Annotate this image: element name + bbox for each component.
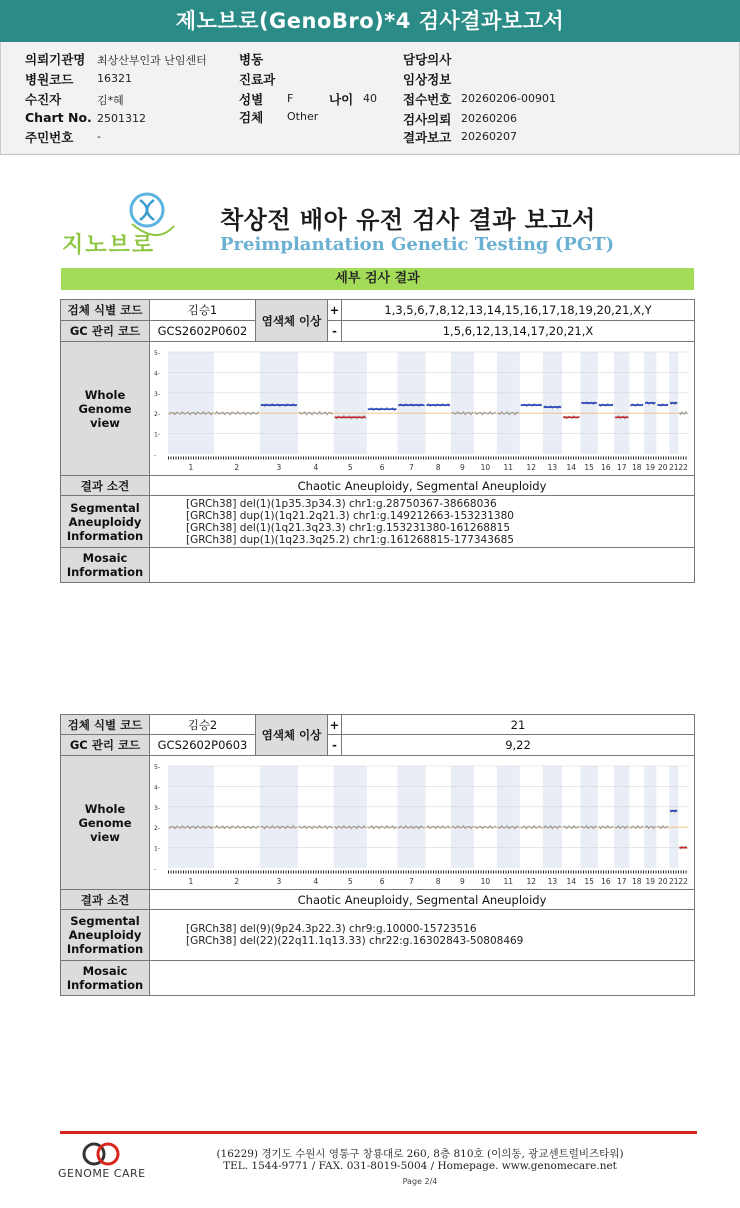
patient-label: 수진자 xyxy=(25,92,62,107)
whole-genome-chart xyxy=(150,756,695,889)
y-tick-label: 4- xyxy=(154,370,160,378)
segmental-info xyxy=(150,496,695,548)
chart-no-value: 2501312 xyxy=(97,112,146,125)
segmental-line: [GRCh38] dup(1)(1q21.2q21.3) chr1:g.149212663-153231380 xyxy=(186,509,514,522)
y-tick-label: - xyxy=(154,866,157,873)
chromosome-band xyxy=(543,766,562,868)
chromosome-band xyxy=(614,766,629,868)
segmental-label-line1: Segmental xyxy=(70,914,140,928)
company-name: GENOME CARE xyxy=(58,1167,146,1180)
chromosome-label: 22 xyxy=(678,877,688,886)
logo-text: 지노브로 xyxy=(62,233,156,258)
y-tick-label: - xyxy=(154,452,157,459)
segmental-line: [GRCh38] dup(1)(1q23.3q25.2) chr1:g.161268815-177343685 xyxy=(186,533,514,546)
chromosome-label: 8 xyxy=(435,463,441,472)
age-label: 나이 xyxy=(329,92,354,107)
gain-sign: + xyxy=(328,300,342,321)
genobro-logo xyxy=(62,190,192,258)
report-title: 제노브로(GenoBro)*4 검사결과보고서 xyxy=(0,0,740,42)
loss-sign: - xyxy=(328,735,342,756)
mosaic-label-line2: Information xyxy=(66,565,144,579)
segmental-label-line1: Segmental xyxy=(70,500,140,515)
whole-genome-label xyxy=(61,342,150,476)
hospital-name-label: 의뢰기관명 xyxy=(25,52,86,67)
loss-chromosomes: 1,5,6,12,13,14,17,20,21,X xyxy=(342,321,695,342)
whole-genome-label xyxy=(61,756,150,890)
specimen-id-label: 검체 식별 코드 xyxy=(61,300,150,321)
chromosome-label: 9 xyxy=(460,877,465,886)
chromosome-label: 10 xyxy=(480,463,491,472)
whole-genome-chart-cell xyxy=(150,342,695,476)
patient-info-header xyxy=(0,42,740,155)
y-tick-label: 3- xyxy=(154,804,160,812)
whole-genome-label-line3: view xyxy=(90,829,120,844)
chromosome-label: 18 xyxy=(631,463,642,472)
chromosome-band xyxy=(397,352,425,454)
chromosome-label: 2 xyxy=(234,877,240,886)
chromosome-label: 4 xyxy=(313,463,319,472)
receipt-no-label: 접수번호 xyxy=(403,92,452,107)
segmental-line: [GRCh38] del(9)(9p24.3p22.3) chr9:g.10000-15723516 xyxy=(186,923,477,935)
specimen-id-value: 김승1 xyxy=(150,300,256,321)
y-tick-label: 4- xyxy=(154,784,160,792)
whole-genome-label-line2: Genome xyxy=(78,401,132,416)
footer-address: (16229) 경기도 수원시 영통구 창룡대로 260, 8층 810호 (이의동, 광교센트럴비즈타워) xyxy=(216,1148,624,1160)
result-report-value: 20260207 xyxy=(461,130,517,143)
segmental-label-line2: Aneuploidy xyxy=(68,514,142,529)
result-value: Chaotic Aneuploidy, Segmental Aneuploidy xyxy=(150,476,695,496)
chromosome-label: 18 xyxy=(631,877,642,886)
gain-chromosomes: 21 xyxy=(342,715,695,735)
specimen-value: Other xyxy=(287,110,319,123)
chromosome-label: 16 xyxy=(601,463,611,472)
chromosome-label: 19 xyxy=(645,877,656,886)
chromosome-label: 21 xyxy=(668,877,679,886)
mosaic-info xyxy=(150,548,695,583)
chromosome-band xyxy=(497,766,520,868)
chromosome-label: 12 xyxy=(526,463,537,472)
chromosome-label: 7 xyxy=(409,877,414,886)
whole-genome-label-line1: Whole xyxy=(84,387,126,402)
loss-sign: - xyxy=(328,321,342,342)
y-tick-label: 1- xyxy=(154,845,160,853)
chromosome-band xyxy=(451,766,474,868)
chromosome-label: 10 xyxy=(480,877,491,886)
mosaic-info xyxy=(150,961,695,996)
hospital-code-value: 16321 xyxy=(97,72,132,85)
chromosome-band xyxy=(168,352,214,454)
specimen-id-value: 김승2 xyxy=(150,715,256,735)
chromosome-band xyxy=(669,766,678,868)
report-title-english: Preimplantation Genetic Testing (PGT) xyxy=(220,234,615,255)
result-value: Chaotic Aneuploidy, Segmental Aneuploidy xyxy=(150,890,695,910)
page-number: Page 2/4 xyxy=(402,1177,438,1186)
chromosome-label: 8 xyxy=(435,877,441,886)
specimen-id-label: 검체 식별 코드 xyxy=(61,715,150,735)
chromosome-label: 17 xyxy=(616,877,627,886)
copy-number-trace xyxy=(563,826,579,829)
gain-chromosomes: 1,3,5,6,7,8,12,13,14,15,16,17,18,19,20,21,X,Y xyxy=(342,300,695,321)
hospital-code-label: 병원코드 xyxy=(25,72,74,87)
sample-table-2 xyxy=(60,714,695,996)
copy-number-trace xyxy=(215,826,259,829)
chromosome-band xyxy=(260,766,298,868)
whole-genome-label-line3: view xyxy=(90,415,120,430)
chromosome-label: 17 xyxy=(616,463,627,472)
gc-code-value: GCS2602P0603 xyxy=(150,735,256,756)
chromosome-band xyxy=(614,352,629,454)
chromosome-band xyxy=(580,766,597,868)
chromosome-label: 20 xyxy=(657,463,668,472)
y-tick-label: 3- xyxy=(154,390,160,398)
test-request-label: 검사의뢰 xyxy=(403,112,452,127)
report-title-korean: 착상전 배아 유전 검사 결과 보고서 xyxy=(220,206,596,234)
segmental-line: [GRCh38] del(1)(1p35.3p34.3) chr1:g.28750367-38668036 xyxy=(186,497,497,510)
whole-genome-label-line2: Genome xyxy=(78,815,132,830)
department-label: 진료과 xyxy=(239,72,276,87)
chromosome-label: 6 xyxy=(379,463,385,472)
chromosome-label: 3 xyxy=(276,463,282,472)
mosaic-label-line1: Mosaic xyxy=(82,964,128,978)
chromosome-label: 3 xyxy=(276,877,282,886)
y-tick-label: 5- xyxy=(154,764,160,771)
chromosome-label: 1 xyxy=(188,877,194,886)
gc-code-label: GC 관리 코드 xyxy=(61,735,150,756)
segmental-label-line2: Aneuploidy xyxy=(68,928,142,942)
ward-label: 병동 xyxy=(239,52,264,67)
chromosome-band xyxy=(451,352,474,454)
chromosome-label: 6 xyxy=(379,877,385,886)
chart-no-label: Chart No. xyxy=(25,110,92,125)
footer-contact: TEL. 1544-9771 / FAX. 031-8019-5004 / Homepage. www.genomecare.net xyxy=(223,1160,617,1172)
chromosome-band xyxy=(397,766,425,868)
result-label: 결과 소견 xyxy=(61,476,150,496)
mosaic-label xyxy=(61,961,150,996)
section-title: 세부 검사 결과 xyxy=(61,268,694,290)
chromosome-label: 16 xyxy=(601,877,611,886)
chromosome-label: 4 xyxy=(313,877,319,886)
chromosome-label: 15 xyxy=(584,463,594,472)
segmental-label-line3: Information xyxy=(66,942,144,956)
chromosome-label: 9 xyxy=(460,463,465,472)
mosaic-label-line1: Mosaic xyxy=(82,551,128,565)
loss-chromosomes: 9,22 xyxy=(342,735,695,756)
chromosome-label: 2 xyxy=(234,463,240,472)
segmental-line: [GRCh38] del(1)(1q21.3q23.3) chr1:g.153231380-161268815 xyxy=(186,521,511,534)
chromosome-label: 20 xyxy=(657,877,668,886)
whole-genome-label-line1: Whole xyxy=(84,801,126,816)
doctor-label: 담당의사 xyxy=(403,52,452,67)
chromosome-band xyxy=(334,766,367,868)
mosaic-label-line2: Information xyxy=(66,978,144,992)
y-tick-label: 5- xyxy=(154,350,160,357)
specimen-label: 검체 xyxy=(239,110,264,125)
mosaic-label xyxy=(61,548,150,583)
footer-divider xyxy=(60,1131,697,1134)
chromosome-label: 5 xyxy=(347,877,353,886)
chromosome-label: 21 xyxy=(668,463,679,472)
chromosome-label: 5 xyxy=(347,463,353,472)
chromosome-label: 14 xyxy=(566,463,577,472)
whole-genome-chart xyxy=(150,342,695,475)
chromosome-band xyxy=(334,352,367,454)
chromosome-label: 13 xyxy=(547,877,558,886)
chromosome-band xyxy=(168,766,214,868)
chromosome-label: 12 xyxy=(526,877,537,886)
copy-number-trace xyxy=(215,412,259,415)
segmental-line: [GRCh38] del(22)(22q11.1q13.33) chr22:g.16302843-50808469 xyxy=(186,935,524,947)
chromosome-label: 19 xyxy=(645,463,656,472)
chromosome-label: 15 xyxy=(584,877,594,886)
receipt-no-value: 20260206-00901 xyxy=(461,92,556,105)
resident-no-label: 주민번호 xyxy=(25,130,74,145)
gain-sign: + xyxy=(328,715,342,735)
chromosome-label: 1 xyxy=(188,463,194,472)
chromosome-band xyxy=(260,352,298,454)
chromosome-band xyxy=(543,352,562,454)
chromosome-label: 13 xyxy=(547,463,558,472)
segmental-label-line3: Information xyxy=(66,528,144,543)
resident-no-value: - xyxy=(97,130,101,143)
sex-value: F xyxy=(287,92,294,105)
test-request-value: 20260206 xyxy=(461,112,517,125)
sample-table-1 xyxy=(60,299,695,583)
y-tick-label: 2- xyxy=(154,411,160,419)
patient-value: 김*혜 xyxy=(97,94,124,107)
y-tick-label: 1- xyxy=(154,431,160,439)
clinical-info-label: 임상정보 xyxy=(403,72,452,87)
chromosome-band xyxy=(497,352,520,454)
chromosome-label: 14 xyxy=(566,877,577,886)
chromosome-band xyxy=(644,766,656,868)
chromosome-label: 22 xyxy=(678,463,688,472)
gc-code-value: GCS2602P0602 xyxy=(150,321,256,342)
chromosome-label: 11 xyxy=(503,463,514,472)
chrom-abnormal-label: 염색체 이상 xyxy=(256,715,328,756)
hospital-name-value: 최상산부인과 난임센터 xyxy=(97,54,207,67)
age-value: 40 xyxy=(363,92,377,105)
chromosome-label: 7 xyxy=(409,463,414,472)
whole-genome-chart-cell xyxy=(150,756,695,890)
gc-code-label: GC 관리 코드 xyxy=(61,321,150,342)
segmental-label xyxy=(61,910,150,961)
result-report-label: 결과보고 xyxy=(403,130,452,145)
chrom-abnormal-label: 염색체 이상 xyxy=(256,300,328,342)
segmental-info xyxy=(150,910,695,961)
y-tick-label: 2- xyxy=(154,825,160,833)
sex-label: 성별 xyxy=(239,92,264,107)
segmental-label xyxy=(61,496,150,548)
chromosome-label: 11 xyxy=(503,877,514,886)
result-label: 결과 소견 xyxy=(61,890,150,910)
